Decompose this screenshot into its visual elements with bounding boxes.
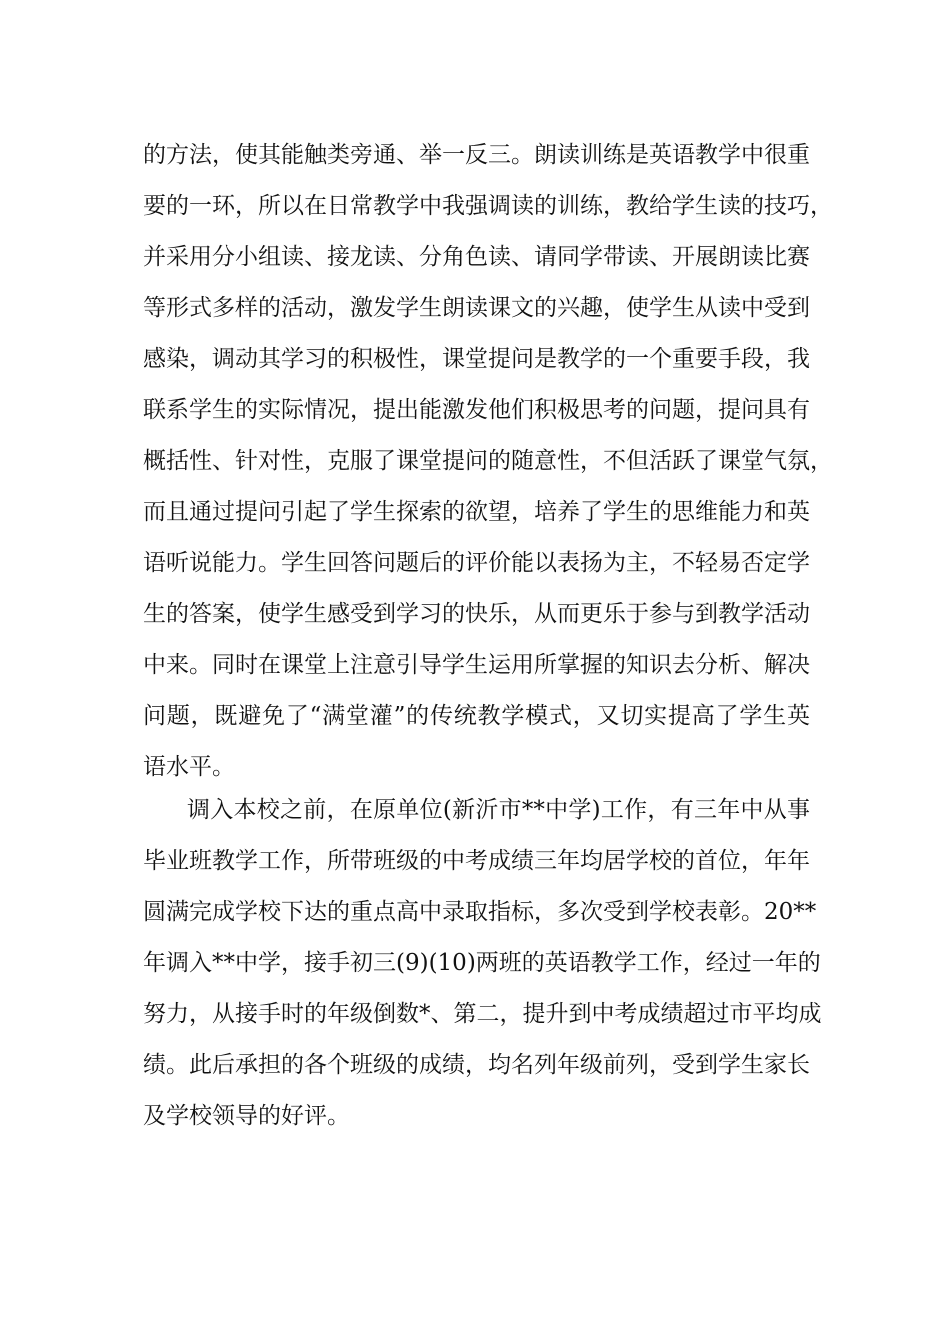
paragraph-work-history	[143, 785, 822, 1142]
paragraph-line: 圆满完成学校下达的重点高中录取指标，多次受到学校表彰。20**	[143, 899, 817, 925]
paragraph-line: 绩。此后承担的各个班级的成绩，均名列年级前列，受到学生家长	[143, 1052, 810, 1078]
paragraph-teaching-methods	[143, 130, 833, 793]
paragraph-line: 生的答案，使学生感受到学习的快乐，从而更乐于参与到教学活动	[143, 601, 810, 627]
paragraph-line: 问题，既避免了“满堂灌”的传统教学模式，又切实提高了学生英	[143, 703, 810, 729]
paragraph-line: 及学校领导的好评。	[143, 1103, 350, 1129]
paragraph-line: 概括性、针对性，克服了课堂提问的随意性，不但活跃了课堂气氛，	[143, 448, 833, 474]
paragraph-line: 毕业班教学工作，所带班级的中考成绩三年均居学校的首位，年年	[143, 848, 810, 874]
paragraph-line: 语水平。	[143, 754, 235, 780]
paragraph-line: 年调入**中学，接手初三(9)(10)两班的英语教学工作，经过一年的	[143, 950, 821, 976]
paragraph-line: 的方法，使其能触类旁通、举一反三。朗读训练是英语教学中很重	[143, 142, 810, 168]
paragraph-line: 等形式多样的活动，激发学生朗读课文的兴趣，使学生从读中受到	[143, 295, 810, 321]
paragraph-line: 而且通过提问引起了学生探索的欲望，培养了学生的思维能力和英	[143, 499, 810, 525]
paragraph-line: 努力，从接手时的年级倒数*、第二，提升到中考成绩超过市平均成	[143, 1001, 822, 1027]
paragraph-line: 并采用分小组读、接龙读、分角色读、请同学带读、开展朗读比赛	[143, 244, 810, 270]
paragraph-line: 要的一环，所以在日常教学中我强调读的训练，教给学生读的技巧，	[143, 193, 833, 219]
paragraph-line: 联系学生的实际情况，提出能激发他们积极思考的问题，提问具有	[143, 397, 810, 423]
paragraph-line: 语听说能力。学生回答问题后的评价能以表扬为主，不轻易否定学	[143, 550, 810, 576]
paragraph-line: 调入本校之前，在原单位(新沂市**中学)工作，有三年中从事	[187, 797, 810, 823]
paragraph-line: 中来。同时在课堂上注意引导学生运用所掌握的知识去分析、解决	[143, 652, 810, 678]
paragraph-line: 感染，调动其学习的积极性，课堂提问是教学的一个重要手段，我	[143, 346, 810, 372]
